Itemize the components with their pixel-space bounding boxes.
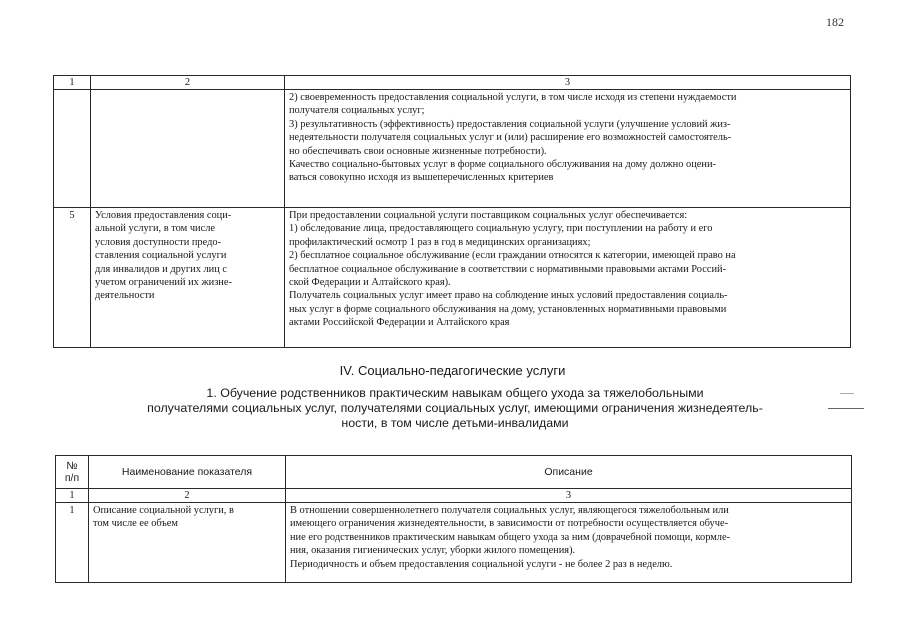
- column-header-num-line: №: [66, 460, 78, 472]
- description-line: Периодичность и объем предоставления социальной услуги - не более 2 раз в неделю.: [290, 558, 673, 570]
- indicator-name-line: деятельности: [95, 290, 155, 302]
- description-line: ской Федерации и Алтайского края).: [289, 277, 451, 289]
- indicator-name-line: Условия предоставления соци-: [95, 210, 232, 221]
- description-cell: [285, 90, 851, 208]
- indicator-name-line: учетом ограничений их жизне-: [95, 277, 232, 289]
- table-row: [54, 208, 851, 348]
- column-number-2: 2: [89, 489, 286, 503]
- description-line: ние его родственников практическим навыкам общего ухода за ним (доврачебной помощи, кормле-: [290, 531, 731, 543]
- column-number-row: [54, 76, 851, 90]
- description-cell: [286, 503, 852, 583]
- indicator-name-cell: [91, 208, 285, 348]
- description-line: бесплатное социальное обслуживание в соответствии с нормативными правовыми актами Россий-: [289, 263, 727, 275]
- description-line: актами Российской Федерации и Алтайского края: [289, 317, 510, 329]
- column-header-num-line: п/п: [64, 472, 80, 484]
- description-line: 2) бесплатное социальное обслуживание (если граждании относятся к категории, имеющей право на: [289, 250, 736, 262]
- row-number-cell: [54, 90, 91, 208]
- description-line: но обеспечивать свои основные жизненные потребности).: [289, 145, 547, 157]
- column-number-1: 1: [54, 76, 91, 90]
- scan-artifact-line: [828, 408, 864, 409]
- description-line: профилактический осмотр 1 раз в год в медицинских организациях;: [289, 236, 591, 248]
- column-number-3: 3: [286, 489, 852, 503]
- service-subtitle: [95, 386, 815, 431]
- column-header-description: Описание: [286, 456, 852, 489]
- indicator-name-line: Описание социальной услуги, в: [93, 505, 234, 516]
- subtitle-line: 1. Обучение родственников практическим навыкам общего ухода за тяжелобольными: [206, 386, 704, 400]
- description-line: При предоставлении социальной услуги поставщиком социальных услуг обеспечивается:: [289, 210, 688, 221]
- column-header-num: [56, 456, 89, 489]
- description-line: имеющего ограничения жизнедеятельности, в зависимости от потребности осуществляется обуче-: [290, 518, 729, 530]
- description-line: ния, оказания гигиенических услуг, уборки жилого помещения).: [290, 545, 576, 557]
- table-row: [56, 503, 852, 583]
- row-number: 5: [54, 208, 91, 348]
- services-table-continued: [53, 75, 851, 348]
- subtitle-line: ности, в том числе детьми-инвалидами: [341, 416, 569, 430]
- indicator-name-cell: [91, 90, 285, 208]
- indicator-name-line: альной услуги, в том числе: [95, 223, 216, 235]
- column-number-1: 1: [56, 489, 89, 503]
- indicator-name-cell: [89, 503, 286, 583]
- description-line: 2) своевременность предоставления социальной услуги, в том числе исходя из степени нуждаемости: [289, 92, 737, 103]
- description-cell: [285, 208, 851, 348]
- column-number-3: 3: [285, 76, 851, 90]
- indicator-name-line: для инвалидов и других лиц с: [95, 263, 228, 275]
- indicator-name-line: ставления социальной услуги: [95, 250, 227, 262]
- column-header-name: Наименование показателя: [89, 456, 286, 489]
- table-row: [54, 90, 851, 208]
- indicator-name-line: условия доступности предо-: [95, 236, 222, 248]
- row-number: 1: [56, 503, 89, 583]
- scan-artifact-line: [840, 393, 854, 394]
- description-line: Качество социально-бытовых услуг в форме социального обслуживания на дому должно оцени-: [289, 159, 716, 171]
- indicator-name-line: том числе ее объем: [93, 518, 178, 530]
- page-number: 182: [826, 15, 844, 29]
- description-line: 3) результативность (эффективность) предоставления социальной услуги (улучшение условий жиз-: [289, 118, 731, 130]
- description-line: В отношении совершеннолетнего получателя социальных услуг, являющегося тяжелобольным или: [290, 505, 729, 516]
- service-description-table: [55, 455, 852, 583]
- column-number-2: 2: [91, 76, 285, 90]
- description-line: Получатель социальных услуг имеет право на соблюдение иных условий предоставления социаль-: [289, 290, 728, 302]
- subtitle-line: получателями социальных услуг, получателями социальных услуг, имеющими ограничения жизнедеятель-: [147, 401, 763, 415]
- column-number-row: [56, 489, 852, 503]
- description-line: получателя социальных услуг;: [289, 105, 425, 117]
- description-line: ваться совокупно исходя из вышеперечисленных критериев: [289, 172, 554, 184]
- description-line: недеятельности получателя социальных услуг и (или) расширение его возможностей самостоятель-: [289, 132, 732, 144]
- description-line: ных услуг в форме социального обслуживания на дому, установленных нормативными правовыми: [289, 303, 727, 315]
- section-heading: IV. Социально-педагогические услуги: [339, 363, 566, 378]
- table-header-row: [56, 456, 852, 489]
- description-line: 1) обследование лица, предоставляющего социальную услугу, при поступлении на работу и его: [289, 223, 713, 235]
